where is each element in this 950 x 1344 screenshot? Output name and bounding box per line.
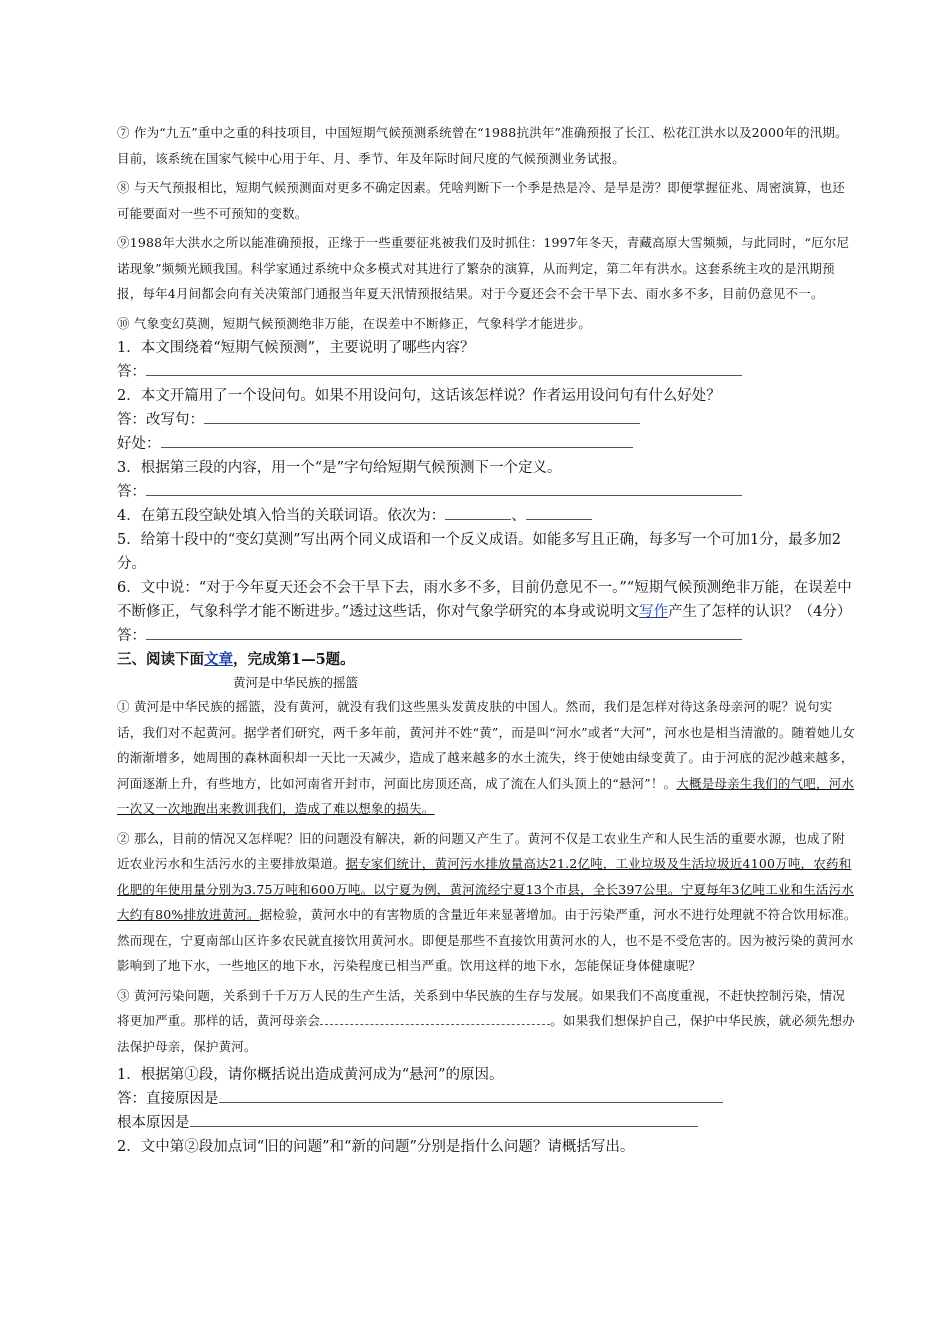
paragraph-9: ⑨1988年大洪水之所以能准确预报，正缘于一些重要征兆被我们及时抓住：1997年冬天，青藏高原大雪频频，与此同时，“厄尔尼诺现象”频频光顾我国。科学家通过系统中众多模式对其进行了繁杂的演算，从而判定，第二年有洪水。这套系统主攻的是汛期预报，每年4月间都会向有关决策部门通报当年夏天汛情预报结果。对于今夏还会不会干旱下去、雨水多不多，目前仍意见不一。 — [117, 235, 850, 301]
article-title: 黄河是中华民族的摇篮 — [233, 675, 359, 690]
underlined-sentence-1: 大概是母亲生我们的气吧，河水一次又一次地跑出来教训我们，造成了难以想象的损失。 — [117, 775, 855, 816]
answer-line-root-cause: 根本原因是 — [117, 1111, 857, 1135]
question-6: 6．文中说：“对于今年夏天还会不会干旱下去，雨水多不多，目前仍意见不一。”“短期气候预测绝非万能，在误差中不断修正，气象科学才能不断进步。”透过这些话，你对气象学研究的本身或说明文写作产生了怎样的认识？（4分） — [117, 580, 852, 620]
paragraph-10: ⑩ 气象变幻莫测，短期气候预测绝非万能，在误差中不断修正，气象科学才能进步。 — [117, 315, 592, 331]
paragraph-7: ⑦ 作为“九五”重中之重的科技项目，中国短期气候预测系统曾在“1988抗洪年”准确预报了长江、松花江洪水以及2000年的汛期。目前，该系统在国家气候中心用于年、月、季节、年及年际时间尺度的气候预测业务试报。 — [117, 125, 848, 166]
paragraph-8: ⑧ 与天气预报相比，短期气候预测面对更多不确定因素。凭啥判断下一个季是热是冷、是旱是涝？即便掌握征兆、周密演算，也还可能要面对一些不可预知的变数。 — [117, 180, 846, 221]
article-paragraph-3: ③ 黄河污染问题，关系到千千万万人民的生产生活，关系到中华民族的生存与发展。如果我们不高度重视，不赶快控制污染，情况将更加严重。那样的话，黄河母亲会 。如果我们想保护自己，保护中华民族，就必须先想办法保护母亲，保护黄河。 — [117, 987, 856, 1054]
answer-line-direct-cause: 答：直接原因是 — [117, 1087, 857, 1111]
section-3-heading: 三、阅读下面文章，完成第1—5题。 — [117, 651, 355, 668]
answer-line-2b: 好处： — [117, 432, 857, 456]
underlined-statistics: 据专家们统计，黄河污水排放量高达21.2亿吨，工业垃圾及生活垃圾近4100万吨，农药和化肥的年使用量分别为3.75万吨和600万吨。以宁夏为例，黄河流经宁夏13个市县，全长397公里。宁夏每年3亿吨工业和生活污水大约有80%排放进黄河。 — [117, 856, 855, 922]
question-2: 2．本文开篇用了一个设问句。如果不用设问句，这话该怎样说？作者运用设问句有什么好处？ — [117, 388, 721, 404]
fill-blank-dashed — [320, 1011, 550, 1025]
answer-line-1: 答： — [117, 360, 857, 384]
answer-line-2a: 答：改写句： — [117, 408, 857, 432]
question-1: 1．本文围绕着“短期气候预测”，主要说明了哪些内容？ — [117, 340, 475, 356]
answer-line-3: 答： — [117, 480, 857, 504]
question-4: 4．在第五段空缺处填入恰当的关联词语。依次为： 、 — [117, 504, 857, 528]
article-paragraph-1: ① 黄河是中华民族的摇篮，没有黄河，就没有我们这些黑头发黄皮肤的中国人。然而，我们是怎样对待这条母亲河的呢？说句实话，我们对不起黄河。据学者们研究，两千多年前，黄河并不姓“黄”，而是叫“河水”或者“大河”，河水也是相当清澈的。随着她儿女的渐渐增多，她周围的森林面积却一天比一天减少，造成了越来越多的水土流失，终于使她由绿变黄了。由于河底的泥沙越来越多，河面逐渐上升，有些地方，比如河南省开封市，河面比房顶还高，成了流在人们头顶上的“悬河”！。大概是母亲生我们的气吧，河水一次又一次地跑出来教训我们，造成了难以想象的损失。 — [117, 699, 856, 816]
answer-line-6: 答： — [117, 624, 857, 648]
section-3-question-1: 1．根据第①段，请你概括说出造成黄河成为“悬河”的原因。 — [117, 1067, 504, 1083]
question-3: 3．根据第三段的内容，用一个“是”字句给短期气候预测下一个定义。 — [117, 460, 562, 476]
link-writing[interactable]: 写作 — [639, 604, 669, 620]
document-page — [117, 120, 857, 1159]
question-5: 5．给第十段中的“变幻莫测”写出两个同义成语和一个反义成语。如能多写且正确，每多写一个可加1分，最多加2分。 — [117, 532, 841, 572]
article-paragraph-2: ② 那么，目前的情况又怎样呢？旧的问题没有解决，新的问题又产生了。黄河不仅是工农业生产和人民生活的重要水源，也成了附近农业污水和生活污水的主要排放渠道。据专家们统计，黄河污水排放量高达21.2亿吨，工业垃圾及生活垃圾近4100万吨，农药和化肥的年使用量分别为3.75万吨和600万吨。以宁夏为例，黄河流经宁夏13个市县，全长397公里。宁夏每年3亿吨工业和生活污水大约有80%排放进黄河。据检验，黄河水中的有害物质的含量近年来显著增加。由于污染严重，河水不进行处理就不符合饮用标准。然而现在，宁夏南部山区许多农民就直接饮用黄河水。即便是那些不直接饮用黄河水的人，也不是不受危害的。因为被污染的黄河水影响到了地下水，一些地区的地下水，污染程度已相当严重。饮用这样的地下水，怎能保证身体健康呢？ — [117, 830, 857, 973]
section-3-question-2: 2．文中第②段加点词“旧的问题”和“新的问题”分别是指什么问题？请概括写出。 — [117, 1139, 635, 1155]
link-article[interactable]: 文章 — [204, 651, 233, 668]
